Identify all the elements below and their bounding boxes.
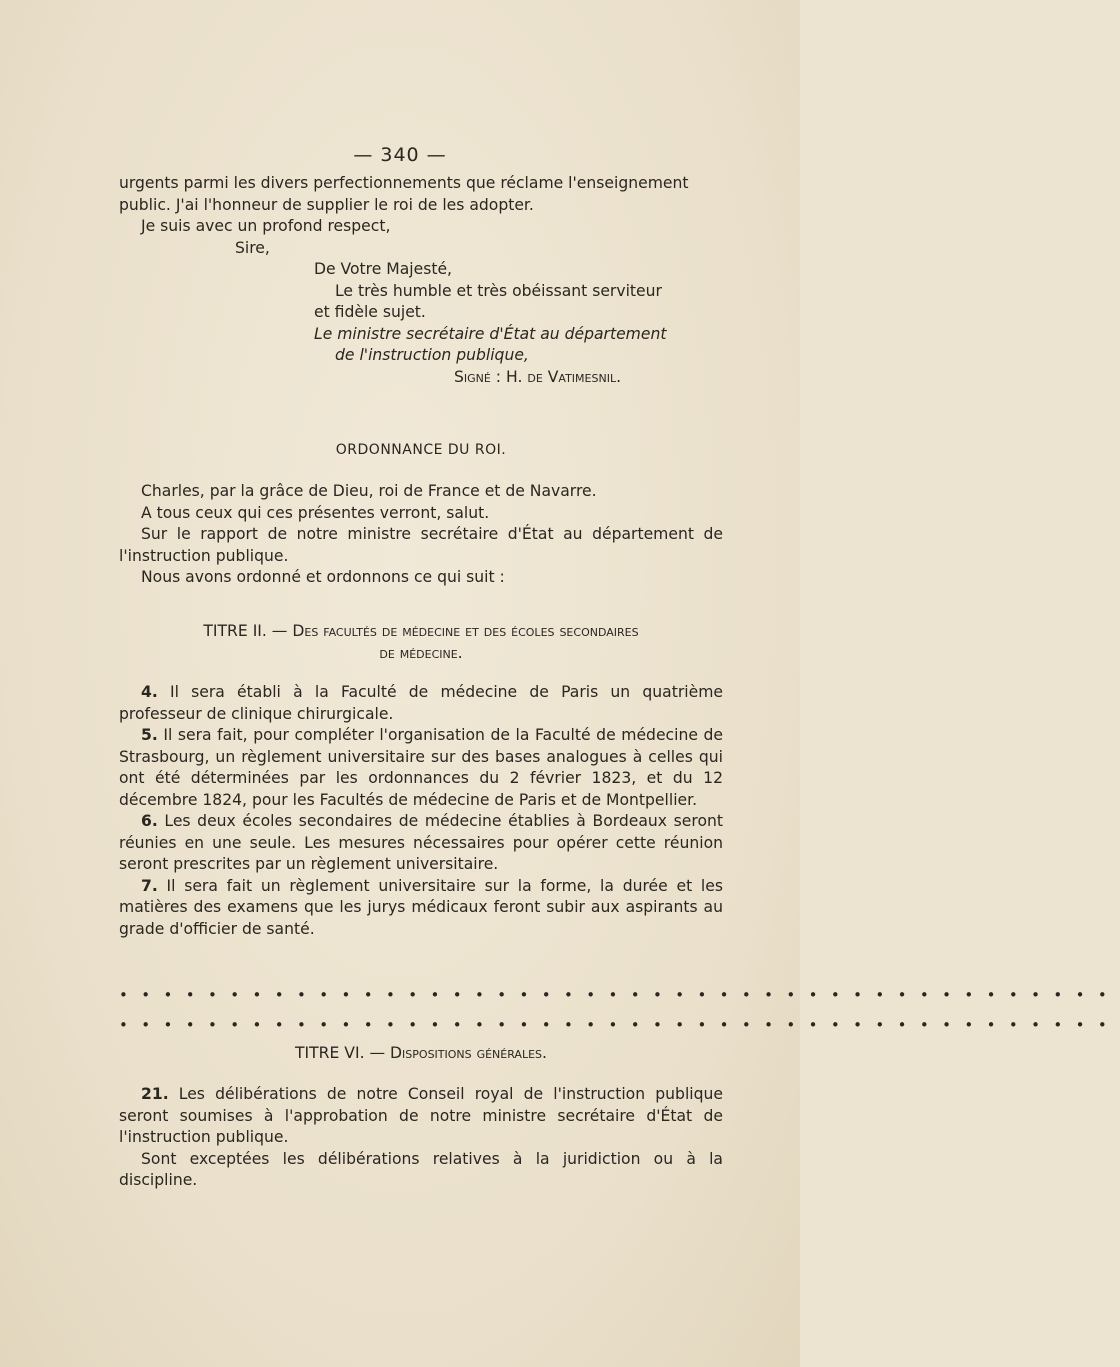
titre-2-line-1: TITRE II. — Des facultés de médecine et des écoles secondaires: [203, 622, 639, 640]
preamble-p4: Nous avons ordonné et ordonnons ce qui suit :: [141, 568, 505, 586]
respect-line: Je suis avec un profond respect,: [141, 217, 391, 235]
elision-dots-row-1: •••••••••••••••••••••••••••••••••••••••••••••: [119, 986, 1120, 1004]
signature-line: Signé : H. de Vatimesnil.: [454, 367, 622, 386]
article-7: 7. Il sera fait un règlement universitaire sur la forme, la durée et les matières des examens que les jurys médicaux feront subir aux aspirants au grade d'officier de santé.: [119, 876, 723, 938]
ordonnance-preamble: [119, 481, 723, 589]
sire-line: Sire,: [235, 238, 270, 257]
page-number: — 340 —: [353, 144, 447, 166]
subject-line: et fidèle sujet.: [314, 303, 426, 321]
article-21: 21. Les délibérations de notre Conseil royal de l'instruction publique seront soumises à l'approbation de notre ministre secrétaire d'État de l'instruction publique.: [119, 1085, 723, 1146]
article-4: 4. Il sera établi à la Faculté de médecine de Paris un quatrième professeur de clinique chirurgicale.: [119, 683, 723, 723]
preamble-p2: A tous ceux qui ces présentes verront, salut.: [141, 503, 490, 522]
articles-list: [119, 682, 723, 940]
preamble-p1: Charles, par la grâce de Dieu, roi de France et de Navarre.: [141, 482, 597, 500]
elision-dots-row-2: •••••••••••••••••••••••••••••••••••••••••••••: [119, 1016, 1120, 1034]
opening-paragraph: [119, 173, 723, 216]
titre-6-heading: TITRE VI. — Dispositions générales.: [295, 1044, 547, 1062]
article-21-block: [119, 1084, 723, 1192]
ordonnance-heading: ORDONNANCE DU ROI.: [335, 442, 507, 458]
minister-line-1: Le ministre secrétaire d'État au département: [314, 324, 667, 343]
closing-formula: [119, 216, 723, 388]
article-21-p2: Sont exceptées les délibérations relatives à la juridiction ou à la discipline.: [119, 1149, 723, 1189]
opening-line-2: public. J'ai l'honneur de supplier le roi de les adopter.: [119, 195, 534, 214]
servant-line: Le très humble et très obéissant serviteur: [335, 281, 662, 300]
majesty-line: De Votre Majesté,: [314, 260, 453, 278]
article-6: 6. Les deux écoles secondaires de médecine établies à Bordeaux seront réunies en une seule. Les mesures nécessaires pour opérer cette réunion seront prescrites par un règlement universitaire.: [119, 812, 723, 873]
article-5: 5. Il sera fait, pour compléter l'organisation de la Faculté de médecine de Strasbourg, un règlement universitaire sur des bases analogues à celles qui ont été déterminées par les ordonnances du 2 février 1823, et du 12 décembre 1824, pour les Facultés de médecine de Paris et de Montpellier.: [119, 726, 723, 809]
titre-2-line-2: de médecine.: [379, 643, 463, 662]
preamble-p3: Sur le rapport de notre ministre secrétaire d'État au département de l'instruction publique.: [119, 525, 723, 565]
titre-2-heading: [119, 621, 723, 664]
opening-line-1: urgents parmi les divers perfectionnements que réclame l'enseignement: [119, 174, 689, 192]
minister-line-2: de l'instruction publique,: [335, 346, 529, 364]
